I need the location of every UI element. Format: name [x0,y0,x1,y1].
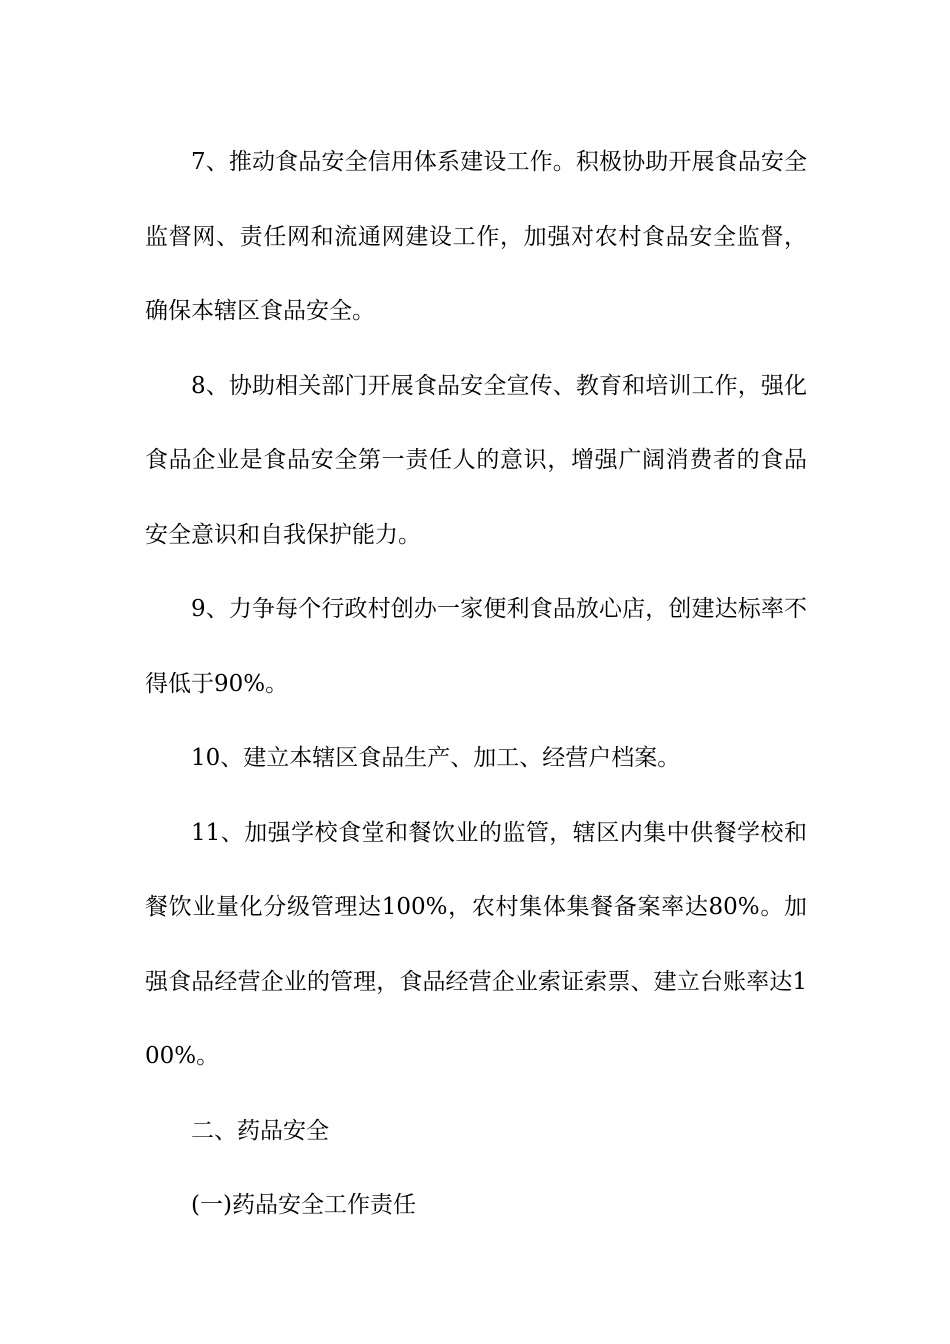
paragraph-item-8: 8、协助相关部门开展食品安全宣传、教育和培训工作，强化食品企业是食品安全第一责任人的意识，增强广阔消费者的食品安全意识和自我保护能力。 [145,372,807,548]
paragraph-item-7: 7、推动食品安全信用体系建设工作。积极协助开展食品安全监督网、责任网和流通网建设工作，加强对农村食品安全监督，确保本辖区食品安全。 [145,149,807,324]
paragraph-item-9: 9、力争每个行政村创办一家便利食品放心店，创建达标率不得低于90%。 [145,596,807,697]
section-heading-drug-safety: 二、药品安全 [191,1117,329,1144]
document-body [145,125,807,1243]
paragraph-item-10: 10、建立本辖区食品生产、加工、经营户档案。 [191,745,681,771]
paragraph-item-11: 11、加强学校食堂和餐饮业的监管，辖区内集中供餐学校和餐饮业量化分级管理达100%，农村集体集餐备案率达80%。加强食品经营企业的管理，食品经营企业索证索票、建立台账率达100%。 [145,819,807,1069]
subsection-heading-drug-safety-responsibility: (一)药品安全工作责任 [191,1192,416,1218]
